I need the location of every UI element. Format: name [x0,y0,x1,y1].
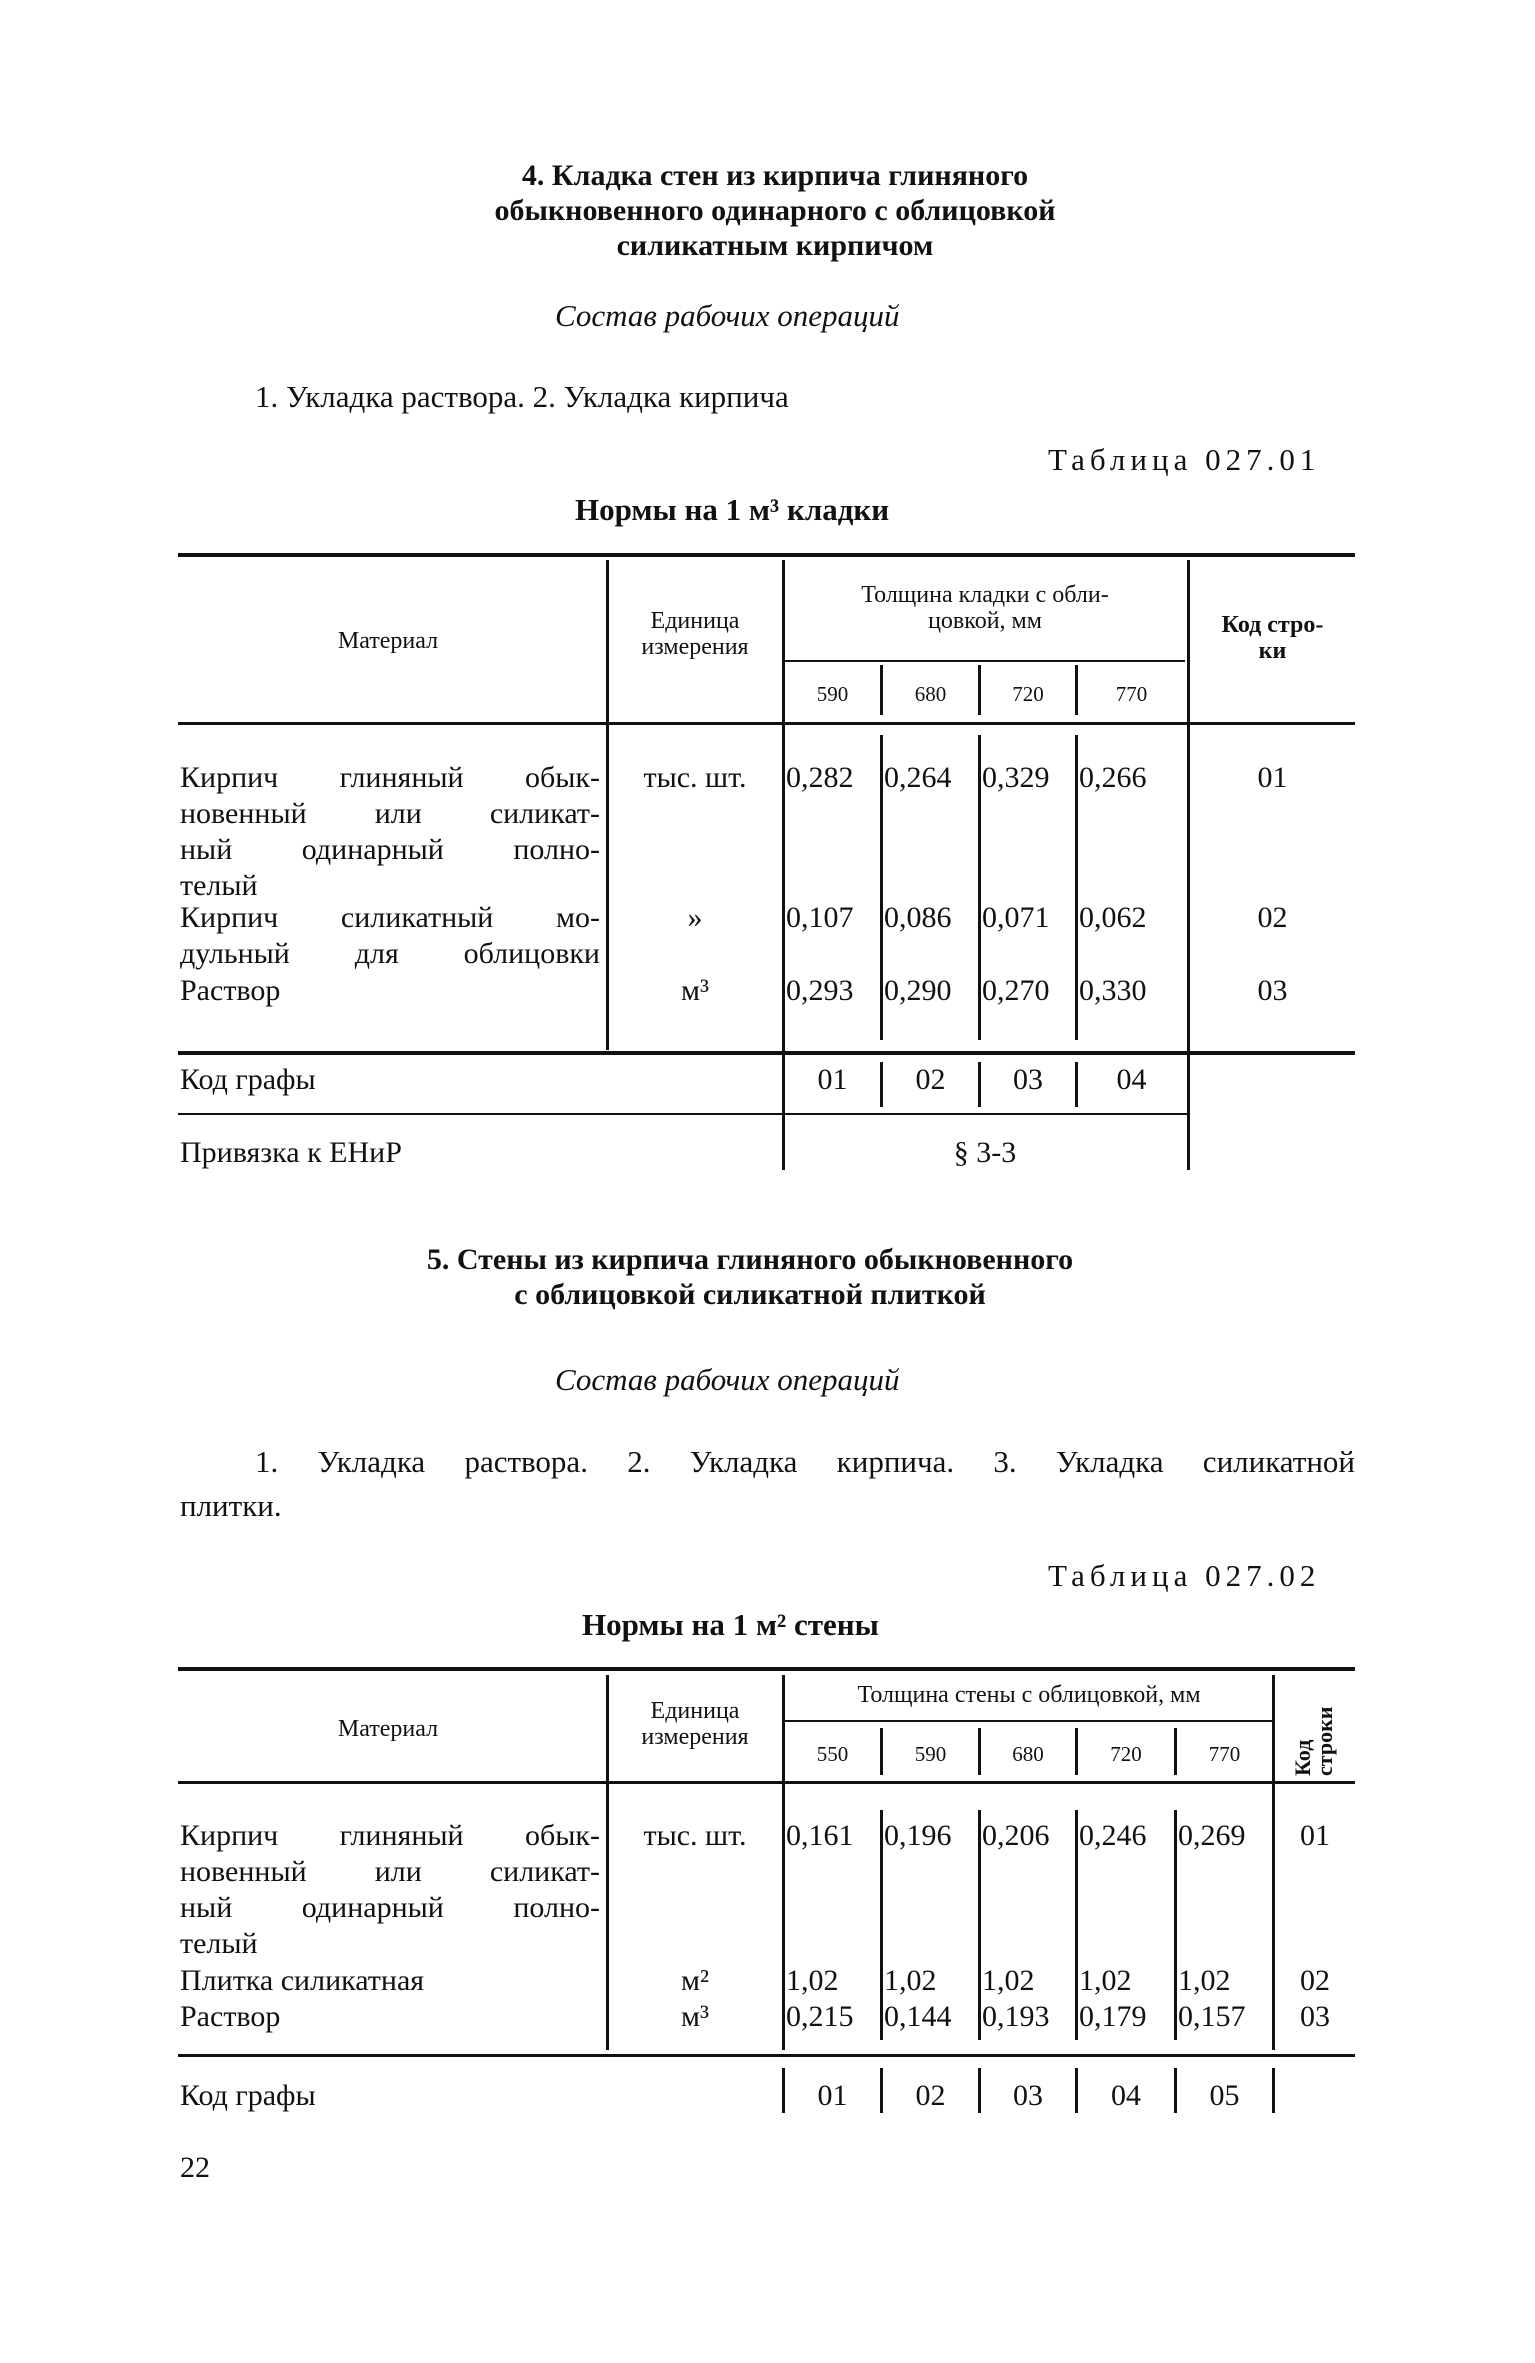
value-cell: 0,157 [1178,2000,1246,2033]
value-cell: 0,071 [982,901,1050,934]
thickness-value: 590 [816,682,849,706]
value-cell: 0,246 [1079,1819,1147,1852]
thickness-value: 550 [816,1742,849,1766]
unit-cell: » [687,901,703,934]
column-code: 03 [1013,2079,1043,2112]
value-cell: 0,329 [982,761,1050,794]
header-code: Код стро- ки [1221,612,1324,664]
value-cell: 0,144 [884,2000,952,2033]
table-row: Кирпич глиняный обык- новенный или силикат- ный одинарный полно- телый [180,761,600,902]
section4-title-line: обыкновенного одинарного с облицовкой [494,194,1056,227]
table-row: Плитка силикатная [180,1964,425,1997]
table-027-01-norms-title: Нормы на 1 м³ кладки [575,492,890,527]
value-cell: 0,161 [786,1819,854,1852]
value-cell: 0,330 [1079,974,1147,1007]
unit-cell: тыс. шт. [643,761,747,794]
table-row: Кирпич силикатный мо- дульный для облицовки [180,901,600,970]
thickness-value: 680 [914,682,947,706]
value-cell: 0,062 [1079,901,1147,934]
header-thickness: Толщина кладки с обли- цовкой, мм [861,582,1109,634]
value-cell: 0,196 [884,1819,952,1852]
binding-label: Привязка к ЕНиР [180,1136,402,1169]
column-code: 02 [915,1063,946,1096]
column-code: 04 [1111,2079,1141,2112]
table-row: Раствор [180,2000,281,2033]
value-cell: 0,086 [884,901,952,934]
thickness-value: 770 [1208,1742,1241,1766]
column-code: 01 [817,1063,848,1096]
column-code: 01 [817,2079,848,2112]
header-unit: Единица измерения [641,608,749,660]
table-row: Кирпич глиняный обык- новенный или силикат- ный одинарный полно- телый [180,1819,600,1960]
code-cell: 03 [1300,2000,1330,2033]
value-cell: 0,264 [884,761,952,794]
section5-title-line: 5. Стены из кирпича глиняного обыкновенного [426,1243,1074,1276]
value-cell: 0,206 [982,1819,1050,1852]
thickness-value: 680 [1012,1742,1044,1766]
value-cell: 1,02 [786,1964,839,1997]
value-cell: 0,179 [1079,2000,1147,2033]
value-cell: 0,215 [786,2000,854,2033]
unit-cell: м³ [681,2000,709,2033]
value-cell: 0,269 [1178,1819,1246,1852]
section4-title-line: 4. Кладка стен из кирпича глиняного [521,159,1029,192]
code-cell: 02 [1257,901,1288,934]
section4-title-line: силикатным кирпичом [616,229,934,262]
value-cell: 0,290 [884,974,952,1007]
section5-subheading: Состав рабочих операций [555,1362,900,1397]
code-cell: 02 [1300,1964,1330,1997]
value-cell: 1,02 [982,1964,1035,1997]
value-cell: 1,02 [1079,1964,1132,1997]
section4-operations: 1. Укладка раствора. 2. Укладка кирпича [255,379,789,414]
thickness-value: 770 [1115,682,1148,706]
code-cell: 03 [1257,974,1288,1007]
thickness-value: 720 [1110,1742,1142,1766]
value-cell: 0,266 [1079,761,1147,794]
value-cell: 0,107 [786,901,854,934]
section5-title [250,1242,1250,1312]
thickness-value: 590 [914,1742,947,1766]
section4-subheading: Состав рабочих операций [555,298,900,333]
unit-cell: тыс. шт. [643,1819,747,1852]
table-027-02-label: Таблица 027.02 [1048,1558,1321,1593]
section5-operations: 1. Укладка раствора. 2. Укладка кирпича. 3. Укладка силикатной плитки. [180,1444,1355,1523]
value-cell: 0,193 [982,2000,1050,2033]
column-code-label: Код графы [180,2079,316,2112]
value-cell: 0,270 [982,974,1050,1007]
column-code: 05 [1209,2079,1240,2112]
code-cell: 01 [1257,761,1288,794]
column-code-label: Код графы [180,1063,316,1096]
header-unit: Единица измерения [641,1698,749,1750]
unit-cell: м² [681,1964,709,1997]
header-material: Материал [337,1716,439,1742]
page-number: 22 [180,2151,210,2184]
table-row: Раствор [180,974,281,1007]
unit-cell: м³ [681,974,709,1007]
value-cell: 1,02 [1178,1964,1231,1997]
table-027-02-norms-title: Нормы на 1 м² стены [582,1607,879,1642]
thickness-value: 720 [1012,682,1044,706]
code-cell: 01 [1300,1819,1330,1852]
value-cell: 0,282 [786,761,854,794]
header-thickness: Толщина стены с облицовкой, мм [857,1682,1201,1708]
header-material: Материал [337,628,439,654]
header-code-vertical: Код строки [1290,1706,1337,1776]
column-code: 03 [1013,1063,1043,1096]
column-code: 04 [1116,1063,1147,1096]
value-cell: 0,293 [786,974,854,1007]
value-cell: 1,02 [884,1964,937,1997]
section4-title [300,158,1250,263]
column-code: 02 [915,2079,946,2112]
section5-title-line: с облицовкой силикатной плиткой [514,1278,986,1311]
binding-value: § 3-3 [953,1136,1017,1169]
table-027-01-label: Таблица 027.01 [1048,442,1321,477]
